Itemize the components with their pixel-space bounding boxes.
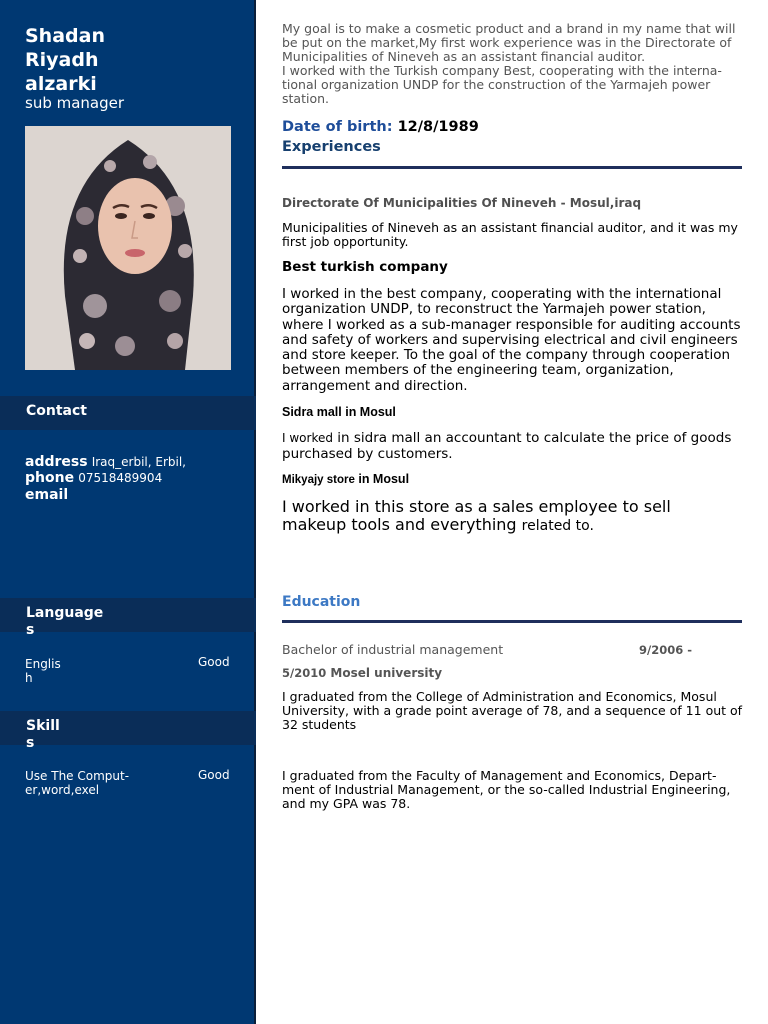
education-date-end-university — [282, 666, 442, 680]
job-role: sub manager — [25, 94, 125, 112]
phone-value: 07518489904 — [78, 471, 163, 485]
email-label: email — [25, 487, 69, 503]
experiences-divider — [282, 166, 742, 169]
intro-summary — [282, 22, 742, 106]
skill-name — [25, 769, 129, 797]
job3-title: Sidra mall in Mosul — [282, 405, 396, 419]
full-name — [25, 24, 225, 96]
education-date-end: 5/2010 — [282, 666, 327, 680]
degree-title: Bachelor of industrial management — [282, 642, 504, 657]
dob-value: 12/8/1989 — [397, 119, 479, 135]
job4-description — [282, 498, 722, 535]
intro-paragraph-1: My goal is to make a cosmetic product and a brand in my name that will be put on the market,My first work experience was in the Directorate of Municipalities of Nineveh as an assistant financial auditor. — [282, 21, 736, 64]
languages-heading: Languages — [26, 605, 104, 638]
job3-desc-start: I worked — [282, 431, 333, 445]
contact-heading: Contact — [26, 403, 87, 419]
job4-title-store: Mikyajy store — [282, 474, 355, 486]
org1-description: Municipalities of Nineveh as an assistant financial auditor, and it was my first job opportunity. — [282, 220, 738, 249]
job3-description — [282, 431, 747, 462]
skill-name-line-2: er,word,exel — [25, 783, 100, 797]
org1-location: Mosul,iraq — [569, 196, 642, 210]
date-of-birth — [282, 119, 479, 135]
languages-section-header — [0, 598, 256, 638]
org1-separator: - — [560, 196, 566, 210]
job2-title: Best turkish company — [282, 259, 448, 275]
experiences-heading: Experiences — [282, 139, 381, 155]
language-name: English — [25, 657, 61, 685]
address-line — [25, 454, 186, 470]
job3-desc-rest: in sidra mall an accountant to calculate the price of goods purchased by customers. — [282, 430, 732, 462]
skills-heading: Skills — [26, 718, 60, 751]
job4-desc-end: related to. — [521, 518, 594, 534]
sidebar — [0, 0, 256, 1024]
address-label: address — [25, 454, 88, 470]
skill-name-line-1: Use The Comput- — [25, 769, 130, 783]
education-divider — [282, 620, 742, 623]
profile-photo-illustration — [25, 126, 231, 370]
name-line-3: alzarki — [25, 73, 97, 95]
profile-photo — [25, 126, 231, 370]
org1-name: Directorate Of Municipalities Of Nineveh — [282, 196, 557, 210]
education-description-1: I graduated from the College of Administration and Economics, Mosul University, with a grade point average of 78, and a sequence of 11 out of 32 students — [282, 689, 743, 732]
experience-org-1 — [282, 196, 641, 210]
language-level: Good — [198, 655, 230, 669]
address-value: Iraq_erbil, Erbil, — [91, 455, 186, 469]
education-description-2: I graduated from the Faculty of Management and Economics, Depart- ment of Industrial Management, or the so-called Industrial Engineering, and my GPA was 78. — [282, 768, 731, 811]
phone-line — [25, 470, 162, 486]
job2-description: I worked in the best company, cooperating with the international organization UNDP, to reconstruct the Yarmajeh power station, where I worked as a sub-manager responsible for auditing accounts and safety of workers and supervising electrical and civil engineers and store keeper. To the goal of the company through cooperation between members of the engineering team, organization, arrangement and direction. — [282, 286, 741, 394]
email-line — [25, 487, 68, 503]
skill-level: Good — [198, 768, 230, 782]
education-heading: Education — [282, 594, 361, 610]
job4-desc-start: I worked in this store as a sales employee to sell makeup tools and everything — [282, 497, 671, 534]
education-date-start: 9/2006 - — [639, 643, 692, 657]
name-line-1: Shadan — [25, 25, 105, 47]
job4-title — [282, 472, 409, 486]
intro-paragraph-2: I worked with the Turkish company Best, cooperating with the interna- tional organization UNDP for the construction of the Yarmajeh power station. — [282, 63, 722, 106]
name-line-2: Riyadh — [25, 49, 99, 71]
job4-title-city: in Mosul — [354, 472, 410, 486]
contact-section-header — [0, 396, 256, 430]
skills-section-header — [0, 711, 256, 751]
dob-label: Date of birth: — [282, 119, 393, 135]
phone-label: phone — [25, 470, 75, 486]
university-name: Mosel university — [330, 666, 443, 680]
